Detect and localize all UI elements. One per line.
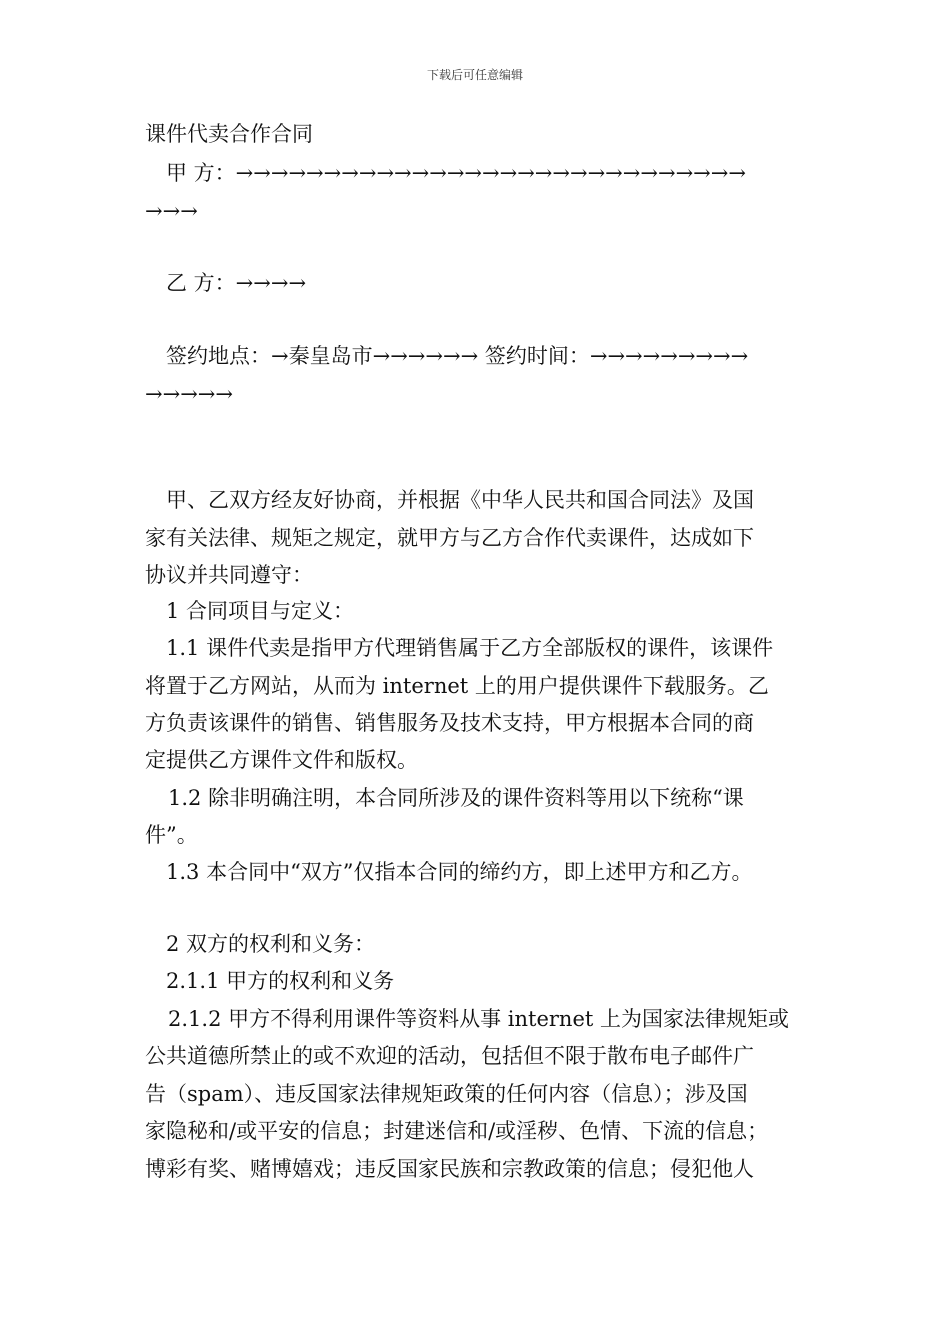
body-paragraph-line: 1.1 课件代卖是指甲方代理销售属于乙方全部版权的课件，该课件	[166, 636, 774, 660]
party-b-line: 乙 方：→→→→	[166, 271, 307, 295]
signing-place-time-line: 签约地点：→秦皇岛市→→→→→→ 签约时间：→→→→→→→→→	[166, 344, 749, 368]
body-paragraph-line: 甲、乙双方经友好协商，并根据《中华人民共和国合同法》及国	[166, 488, 754, 512]
body-paragraph-line: 博彩有奖、赌博嬉戏；违反国家民族和宗教政策的信息；侵犯他人	[145, 1157, 754, 1181]
party-a-line: 甲 方：→→→→→→→→→→→→→→→→→→→→→→→→→→→→→	[166, 161, 746, 185]
body-paragraph-line: 1.3 本合同中“双方”仅指本合同的缔约方，即上述甲方和乙方。	[166, 860, 753, 884]
body-paragraph-line: 将置于乙方网站，从而为 internet 上的用户提供课件下载服务。乙	[145, 674, 769, 698]
body-paragraph-line: 家有关法律、规矩之规定，就甲方与乙方合作代卖课件，达成如下	[145, 526, 754, 550]
body-paragraph-line: 公共道德所禁止的或不欢迎的活动，包括但不限于散布电子邮件广	[145, 1044, 754, 1068]
body-paragraph-line: 告（spam）、违反国家法律规矩政策的任何内容（信息）；涉及国	[145, 1082, 748, 1106]
body-paragraph-line: 协议并共同遵守：	[145, 563, 313, 587]
body-paragraph-line: 件”。	[145, 823, 198, 847]
party-a-line-continued: →→→	[145, 199, 198, 223]
body-paragraph-line: 家隐秘和/或平安的信息；封建迷信和/或淫秽、色情、下流的信息；	[145, 1119, 769, 1143]
subsection-heading: 2.1.1 甲方的权利和义务	[166, 969, 395, 993]
body-paragraph-line: 定提供乙方课件文件和版权。	[145, 748, 418, 772]
section-heading: 1 合同项目与定义：	[166, 599, 355, 623]
body-paragraph-line: 1.2 除非明确注明，本合同所涉及的课件资料等用以下统称“课	[168, 786, 744, 810]
page-header: 下载后可任意编辑	[426, 68, 523, 82]
body-paragraph-line: 方负责该课件的销售、销售服务及技术支持，甲方根据本合同的商	[145, 711, 754, 735]
section-heading: 2 双方的权利和义务：	[166, 932, 376, 956]
signing-time-continued: →→→→→	[145, 382, 233, 406]
body-paragraph-line: 2.1.2 甲方不得利用课件等资料从事 internet 上为国家法律规矩或	[168, 1007, 789, 1031]
document-title: 课件代卖合作合同	[145, 122, 313, 146]
